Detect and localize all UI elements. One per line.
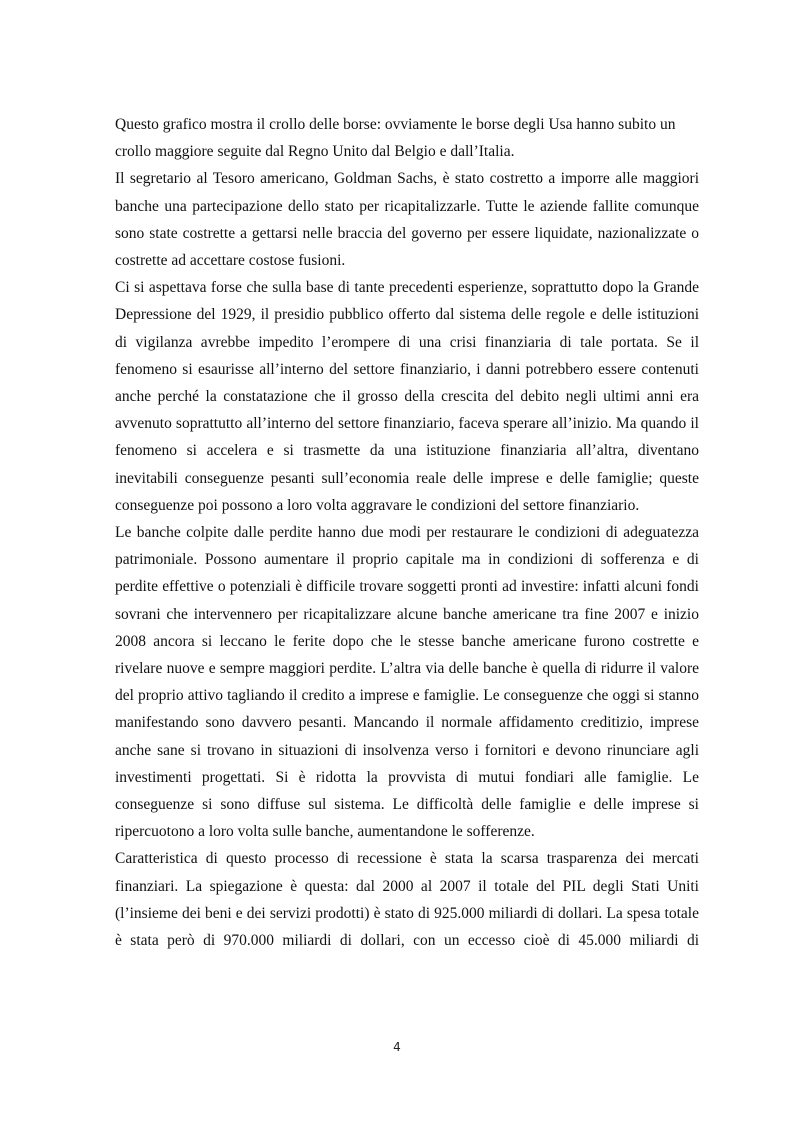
page-number: 4 (393, 1040, 401, 1054)
paragraph-banks-losses: Le banche colpite dalle perdite hanno due modi per restaurare le condizioni di adeguatezza patrimoniale. Possono aumentare il proprio capitale ma in condizioni di sofferenza e di perdite effettive o potenziali è difficile trovare soggetti pronti ad investire: infatti alcuni fondi sovrani che intervennero per ricapitalizzare alcune banche americane tra fine 2007 e inizio 2008 ancora si leccano le ferite dopo che le stesse banche americane furono costrette e rivelare nuove e sempre maggiori perdite. L’altra via delle banche è quella di ridurre il valore del proprio attivo tagliando il credito a imprese e famiglie. Le conseguenze che oggi si stanno manifestando sono davvero pesanti. Mancando il normale affidamento creditizio, imprese anche sane si trovano in situazioni di insolvenza verso i fornitori e devono rinunciare agli investimenti progettati. Si è ridotta la provvista di mutui fondiari alle famiglie. Le conseguenze si sono diffuse sul sistema. Le difficoltà delle famiglie e delle imprese si ripercuotono a loro volta sulle banche, aumentandone le sofferenze. (115, 524, 699, 841)
paragraph-treasury-secretary: Il segretario al Tesoro americano, Goldman Sachs, è stato costretto a imporre alle maggiori banche una partecipazione dello stato per ricapitalizzarle. Tutte le aziende fallite comunque sono state costrette a gettarsi nelle braccia del governo per essere liquidate, nazionalizzate o costrette ad accettare costose fusioni. (115, 170, 699, 270)
document-body (115, 111, 699, 954)
paragraph-expectations: Ci si aspettava forse che sulla base di tante precedenti esperienze, soprattutto dopo la Grande Depressione del 1929, il presidio pubblico offerto dal sistema delle regole e delle istituzioni di vigilanza avrebbe impedito l’erompere di una crisi finanziaria di tale portata. Se il fenomeno si esaurisse all’interno del settore finanziario, i danni potrebbero essere contenuti anche perché la constatazione che il grosso della crescita del debito negli ultimi anni era avvenuto soprattutto all’interno del settore finanziario, faceva sperare all’inizio. Ma quando il fenomeno si accelera e si trasmette da una istituzione finanziaria all’altra, diventano inevitabili conseguenze pesanti sull’economia reale delle imprese e delle famiglie; queste conseguenze poi possono a loro volta aggravare le condizioni del settore finanziario. (115, 279, 699, 514)
paragraph-recession-transparency: Caratteristica di questo processo di recessione è stata la scarsa trasparenza dei mercati finanziari. La spiegazione è questa: dal 2000 al 2007 il totale del PIL degli Stati Uniti (l’insieme dei beni e dei servizi prodotti) è stato di 925.000 miliardi di dollari. La spesa totale è stata però di 970.000 miliardi di dollari, con un eccesso cioè di 45.000 miliardi di (115, 850, 699, 950)
paragraph-stock-crash: Questo grafico mostra il crollo delle borse: ovviamente le borse degli Usa hanno subito un crollo maggiore seguite dal Regno Unito dal Belgio e dall’Italia. (115, 116, 676, 161)
